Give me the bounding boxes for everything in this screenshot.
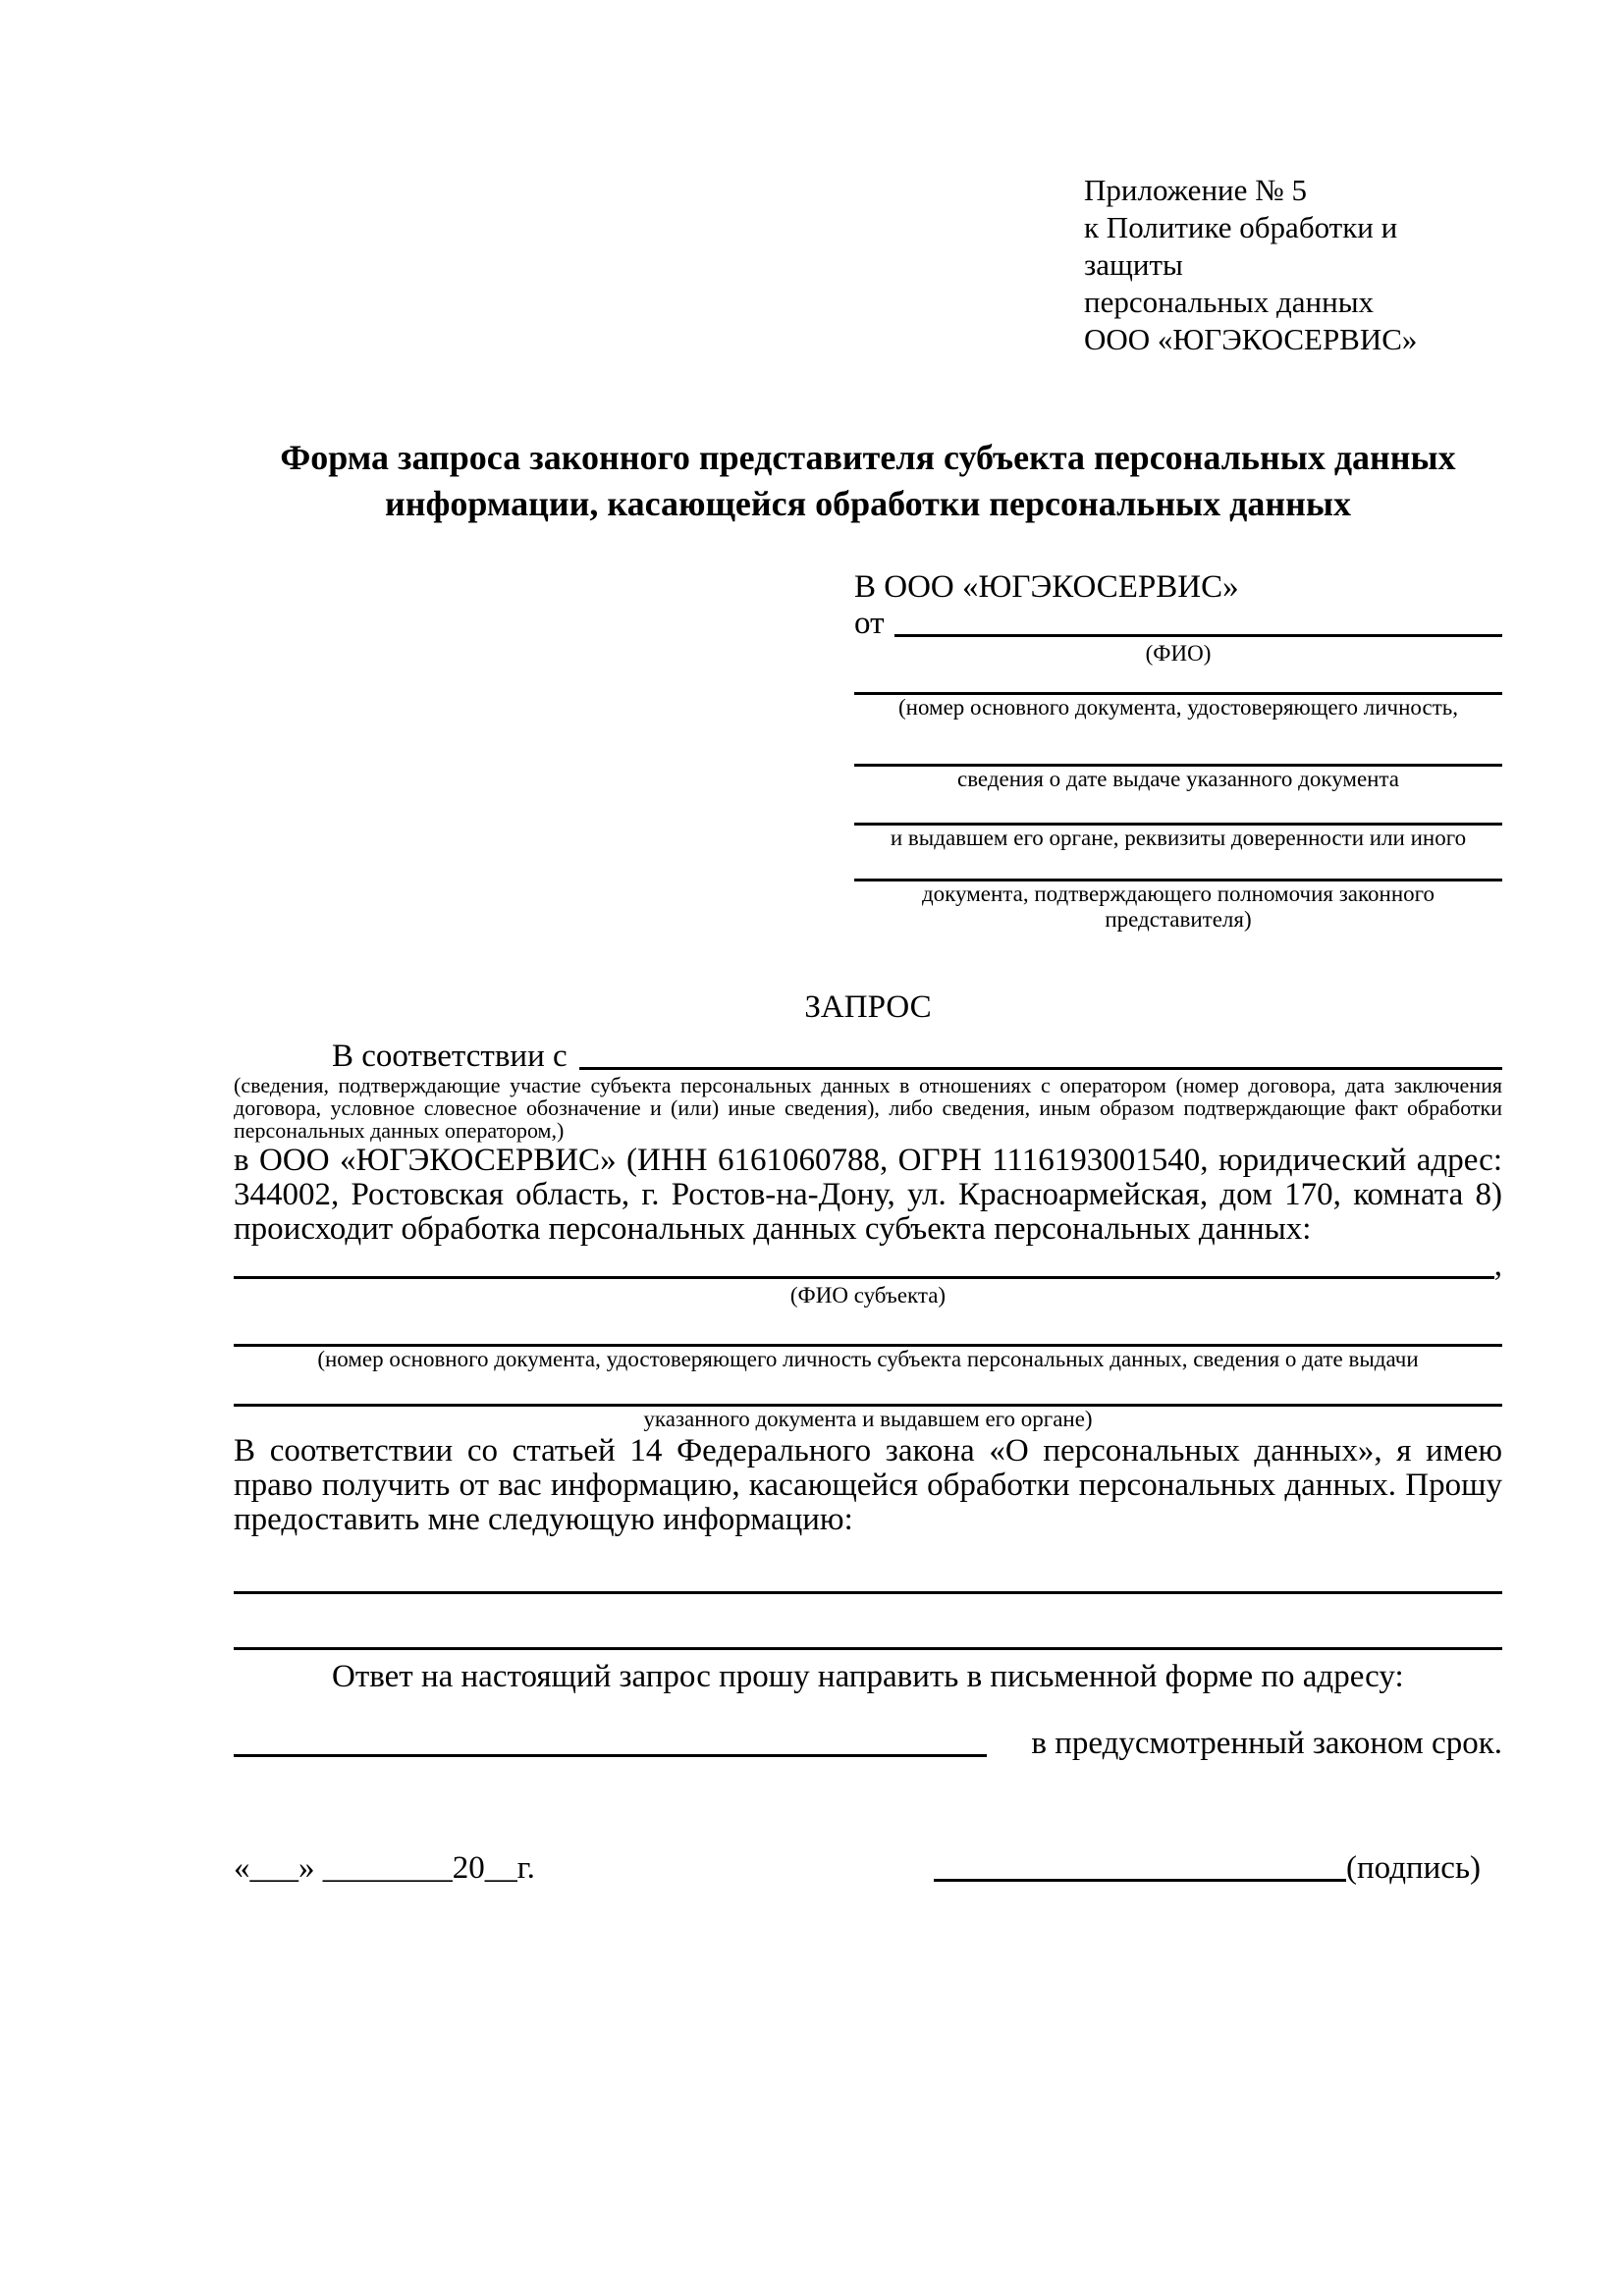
operator-paragraph: в ООО «ЮГЭКОСЕРВИС» (ИНН 6161060788, ОГРН 1116193001540, юридический адрес: 344002, Ростовская область, г. Ростов-на-Дону, ул. Красноармейская, дом 170, комната 8) происходит обработка персональных данных субъекта персональных данных: — [234, 1143, 1502, 1247]
appendix-line: ООО «ЮГЭКОСЕРВИС» — [1084, 322, 1418, 356]
title-line-1: Форма запроса законного представителя субъекта персональных данных — [280, 438, 1456, 477]
addressee-block — [854, 568, 1502, 933]
title-line-2: информации, касающейся обработки персональных данных — [385, 484, 1351, 523]
appendix-line: к Политике обработки и защиты — [1084, 210, 1398, 282]
subject-fio-caption: (ФИО субъекта) — [789, 1283, 947, 1308]
subject-doc-caption-1: (номер основного документа, удостоверяющего личность субъекта персональных данных, сведения о дате выдачи — [317, 1347, 1419, 1371]
appendix-line: персональных данных — [1084, 285, 1375, 319]
request-heading: ЗАПРОС — [804, 989, 932, 1025]
subject-doc-caption-2: указанного документа и выдавшем его органе) — [643, 1407, 1093, 1431]
address-fill-line — [234, 1727, 987, 1757]
fio-caption: (ФИО) — [1145, 641, 1212, 666]
signature-caption: (подпись) — [1346, 1850, 1481, 1886]
subject-fio-row — [234, 1249, 1502, 1283]
reply-address-row — [234, 1727, 1502, 1761]
law-paragraph: В соответствии со статьей 14 Федерального закона «О персональных данных», я имею право получить от вас информацию, касающейся обработки персональных данных. Прошу предоставить мне следующую информацию: — [234, 1433, 1502, 1537]
doc-caption-3: и выдавшем его органе, реквизиты доверенности или иного — [890, 826, 1467, 850]
trailing-comma: , — [1493, 1248, 1502, 1283]
subject-fio-fill-line — [234, 1249, 1494, 1279]
appendix-line: Приложение № 5 — [1084, 173, 1307, 207]
reply-tail: в предусмотренный законом срок. — [1031, 1726, 1502, 1761]
addressee-org: В ООО «ЮГЭКОСЕРВИС» — [854, 569, 1239, 605]
signature-fill-line — [934, 1849, 1346, 1882]
doc-caption-1: (номер основного документа, удостоверяющего личность, — [897, 695, 1458, 720]
fio-fill-line — [894, 606, 1503, 637]
from-row — [854, 606, 1502, 641]
reply-paragraph: Ответ на настоящий запрос прошу направить в письменной форме по адресу: — [332, 1659, 1404, 1694]
info-blank-line-1 — [234, 1591, 1502, 1594]
info-blank-line-2 — [234, 1647, 1502, 1650]
from-label: от — [854, 606, 885, 641]
doc-caption-4: документа, подтверждающего полномочия законного представителя) — [921, 881, 1435, 932]
footer-row — [234, 1849, 1502, 1887]
doc-caption-2: сведения о дате выдаче указанного документа — [956, 767, 1400, 791]
date-line: «___» ________20__г. — [234, 1850, 535, 1886]
basis-label: В соответствии с — [332, 1039, 568, 1074]
signature-group — [934, 1849, 1481, 1887]
basis-note: (сведения, подтверждающие участие субъекта персональных данных в отношениях с оператором (номер договора, дата заключения договора, условное словесное обозначение и (или) иные сведения), либо сведения, иным образом подтверждающие факт обработки персональных данных оператором,) — [234, 1073, 1502, 1143]
document-title — [234, 435, 1502, 527]
basis-fill-line — [579, 1039, 1502, 1070]
basis-row — [234, 1039, 1502, 1074]
appendix-block — [1084, 172, 1502, 358]
